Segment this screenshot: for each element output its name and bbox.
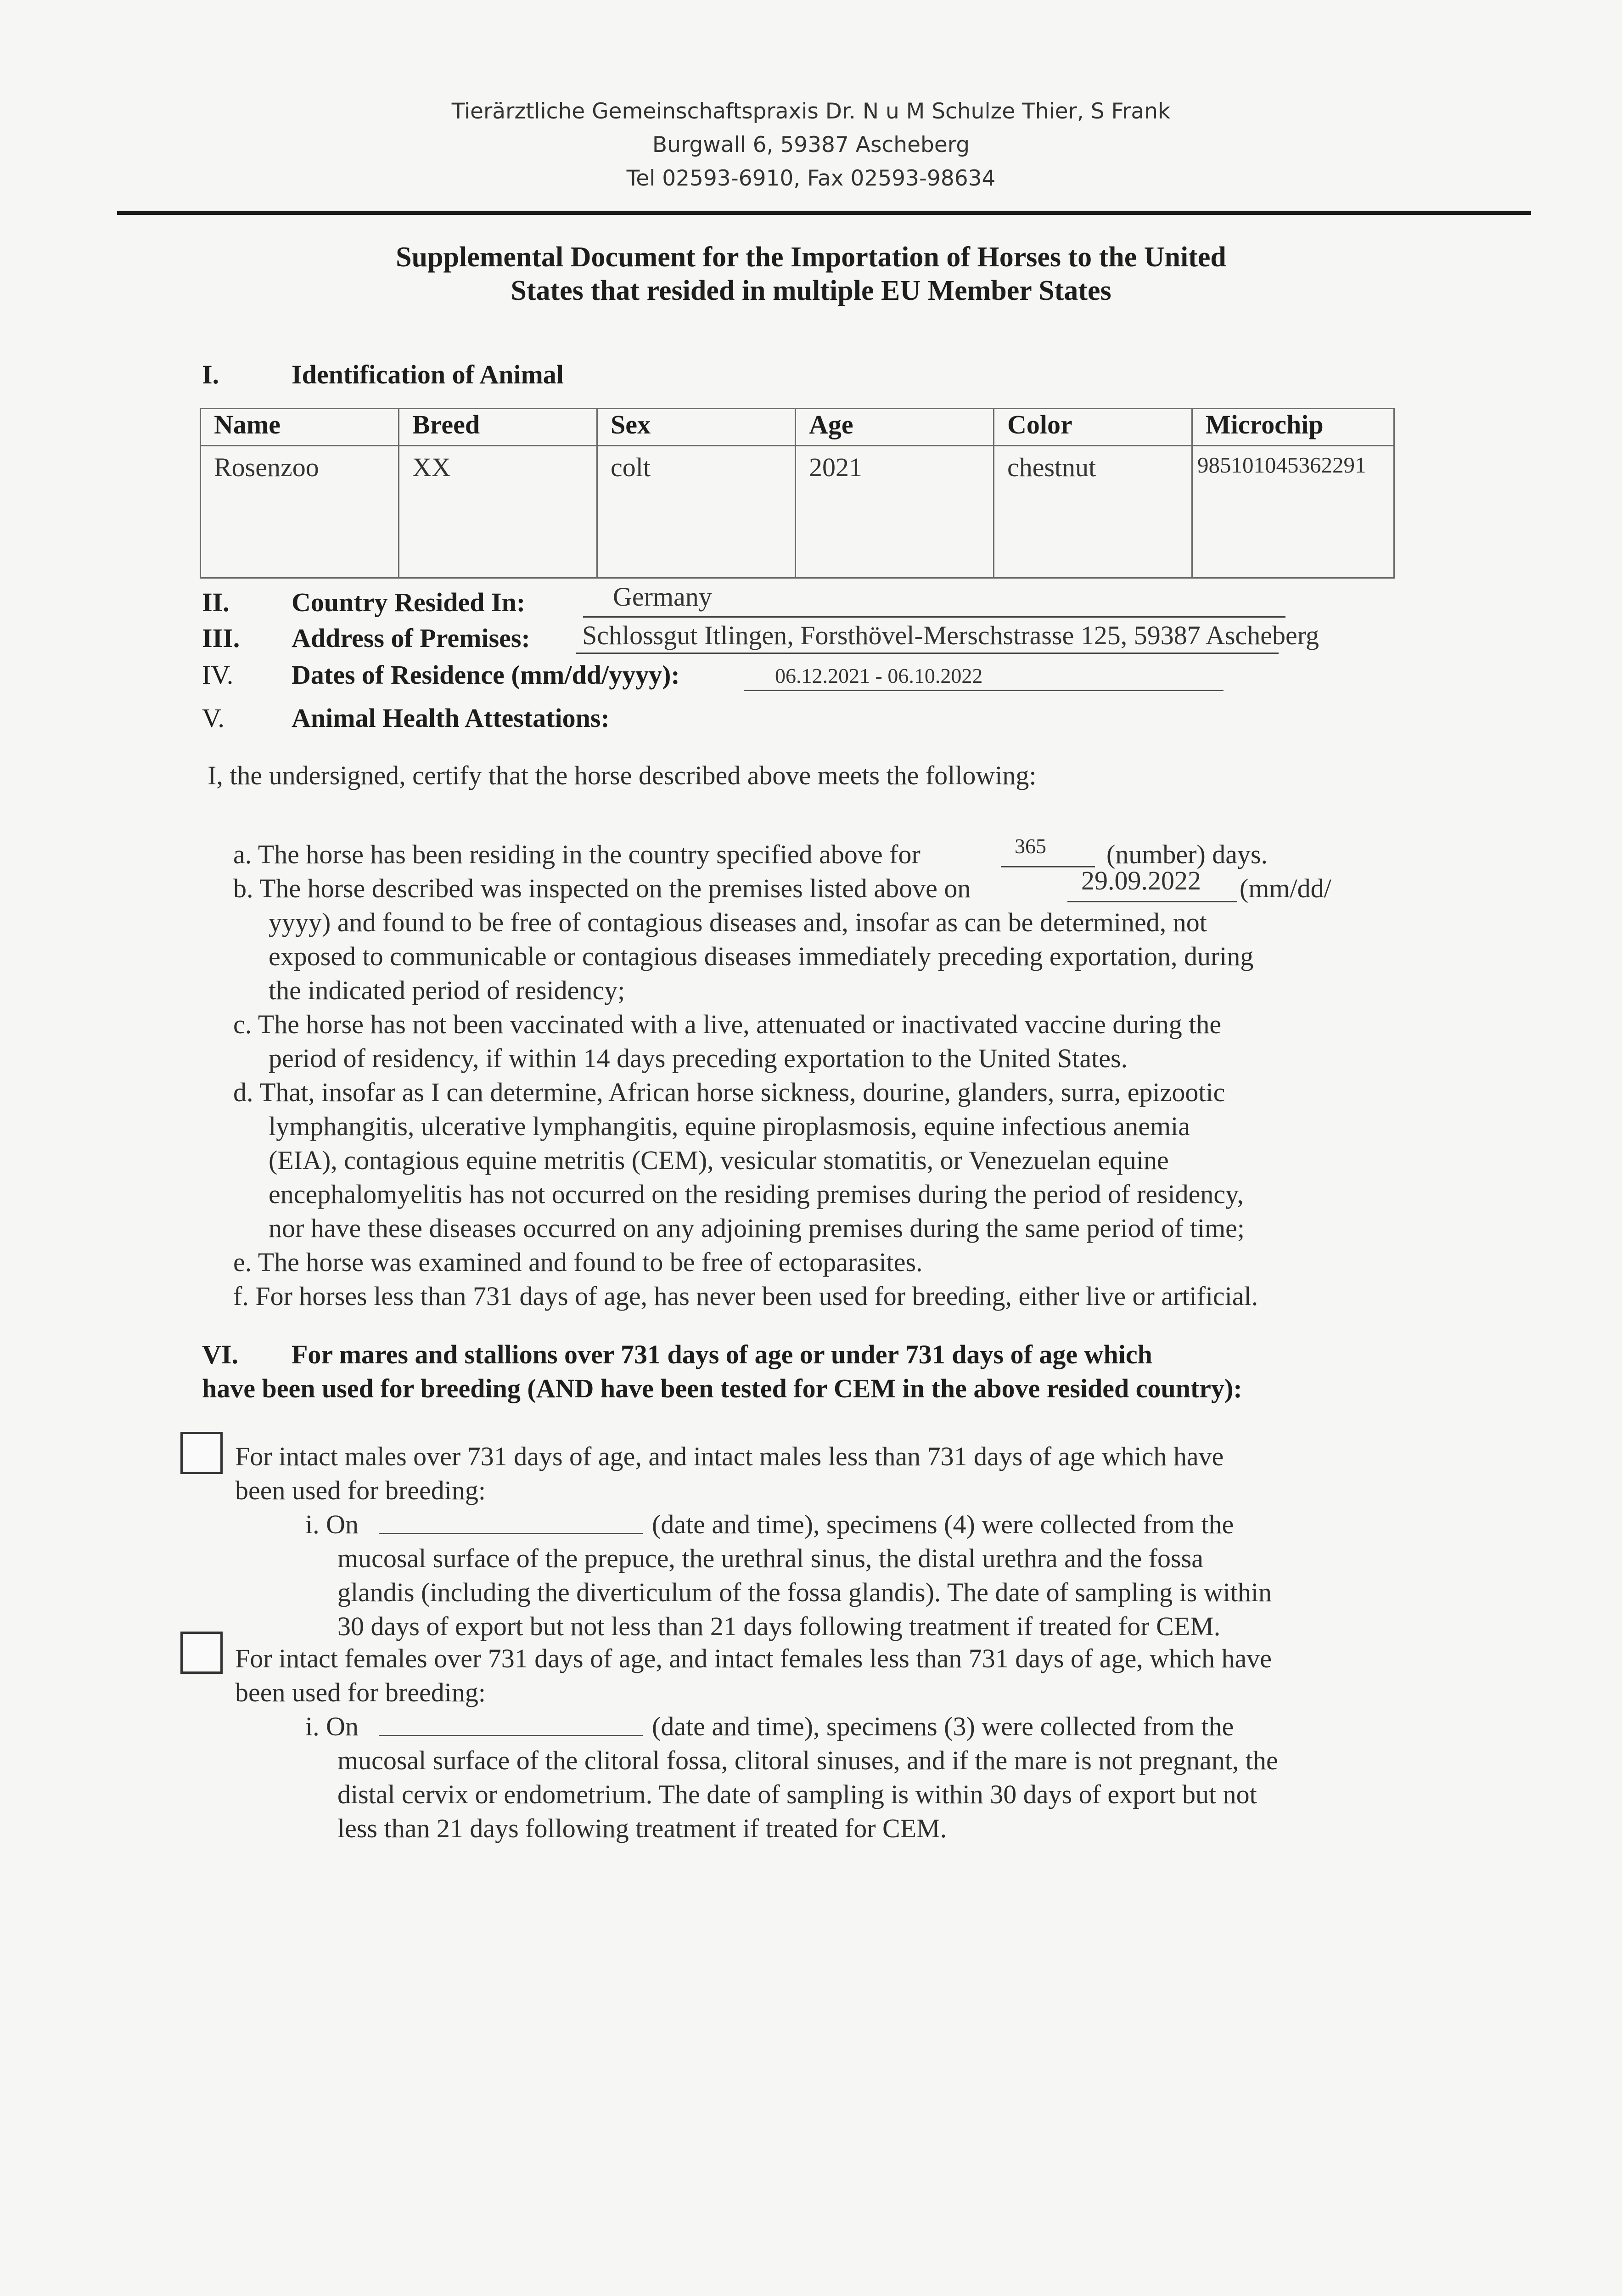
item-e-line1: e. The horse was examined and found to be free of ectoparasites. (233, 1247, 923, 1277)
dates-underline (744, 690, 1224, 691)
section-6-number: VI. (202, 1339, 238, 1369)
males-item-i-line2: mucosal surface of the prepuce, the urethral sinus, the distal urethra and the fossa (337, 1543, 1203, 1573)
item-b-suffix: (mm/dd/ (1240, 873, 1331, 903)
document-title-line2: States that resided in multiple EU Member States (511, 275, 1111, 306)
males-item-i-rest: (date and time), specimens (4) were collected from the (652, 1509, 1234, 1539)
section-5-label: Animal Health Attestations: (292, 703, 610, 733)
item-b-line3: exposed to communicable or contagious diseases immediately preceding exportation, during (269, 941, 1254, 971)
item-d-line2: lymphangitis, ulcerative lymphangitis, equine piroplasmosis, equine infectious anemia (269, 1111, 1190, 1141)
address-underline (576, 653, 1279, 654)
item-b-line2: yyyy) and found to be free of contagious diseases and, insofar as can be determined, not (269, 907, 1207, 937)
header-microchip: Microchip (1192, 409, 1394, 446)
item-a-suffix: (number) days. (1106, 839, 1268, 869)
section-5-number: V. (202, 703, 224, 733)
header-name: Name (201, 409, 399, 446)
section-3-number: III. (202, 623, 240, 653)
females-item-i-line3: distal cervix or endometrium. The date of sampling is within 30 days of export but not (337, 1779, 1257, 1809)
females-date-time-blank[interactable] (379, 1735, 643, 1736)
letterhead-address: Burgwall 6, 59387 Ascheberg (652, 132, 970, 158)
males-line2: been used for breeding: (235, 1475, 486, 1505)
males-date-time-blank[interactable] (379, 1533, 643, 1534)
cell-color: chestnut (994, 446, 1192, 578)
item-f-line1: f. For horses less than 731 days of age, has never been used for breeding, either live or artificial. (233, 1281, 1258, 1311)
country-underline (583, 616, 1285, 618)
attestation-intro: I, the undersigned, certify that the horse described above meets the following: (208, 760, 1037, 790)
females-item-i-rest: (date and time), specimens (3) were collected from the (652, 1711, 1234, 1741)
header-color: Color (994, 409, 1192, 446)
header-divider (117, 211, 1531, 215)
section-2-number: II. (202, 587, 230, 617)
intact-females-checkbox[interactable] (180, 1632, 223, 1674)
section-4-label: Dates of Residence (mm/dd/yyyy): (292, 660, 680, 690)
section-6-heading-line1: For mares and stallions over 731 days of age or under 731 days of age which (292, 1339, 1152, 1369)
section-3-label: Address of Premises: (292, 623, 530, 653)
section-1-label: Identification of Animal (292, 360, 564, 389)
females-line1: For intact females over 731 days of age, and intact females less than 731 days of age, which have (235, 1643, 1272, 1673)
cell-microchip: 985101045362291 (1192, 446, 1394, 578)
document-title-line1: Supplemental Document for the Importation of Horses to the United (396, 242, 1226, 273)
country-resided-value: Germany (613, 582, 712, 612)
dates-of-residence-value: 06.12.2021 - 06.10.2022 (775, 664, 983, 687)
item-a-prefix: a. The horse has been residing in the country specified above for (233, 839, 920, 869)
item-b-line4: the indicated period of residency; (269, 975, 625, 1005)
days-value: 365 (1015, 834, 1046, 858)
item-d-line4: encephalomyelitis has not occurred on the residing premises during the period of residency, (269, 1179, 1244, 1209)
males-item-i-line3: glandis (including the diverticulum of the fossa glandis). The date of sampling is within (337, 1577, 1272, 1607)
item-d-line1: d. That, insofar as I can determine, African horse sickness, dourine, glanders, surra, epizootic (233, 1077, 1225, 1107)
males-item-i-line4: 30 days of export but not less than 21 days following treatment if treated for CEM. (337, 1611, 1221, 1641)
header-sex: Sex (597, 409, 796, 446)
letterhead-phone-fax: Tel 02593-6910, Fax 02593-98634 (626, 166, 996, 191)
table-header-row (201, 409, 1394, 446)
cell-sex: colt (597, 446, 796, 578)
inspection-date-underline (1067, 901, 1237, 902)
item-c-line2: period of residency, if within 14 days preceding exportation to the United States. (269, 1043, 1128, 1073)
header-age: Age (796, 409, 994, 446)
section-4-number: IV. (202, 660, 234, 690)
males-line1: For intact males over 731 days of age, and intact males less than 731 days of age which have (235, 1441, 1224, 1471)
section-2-label: Country Resided In: (292, 587, 526, 617)
premises-address-value: Schlossgut Itlingen, Forsthövel-Merschstrasse 125, 59387 Ascheberg (582, 620, 1319, 650)
item-d-line3: (EIA), contagious equine metritis (CEM), vesicular stomatitis, or Venezuelan equine (269, 1145, 1169, 1175)
item-c-line1: c. The horse has not been vaccinated with a live, attenuated or inactivated vaccine during the (233, 1009, 1222, 1039)
females-item-i-line4: less than 21 days following treatment if treated for CEM. (337, 1813, 947, 1843)
cell-name: Rosenzoo (201, 446, 399, 578)
header-breed: Breed (399, 409, 597, 446)
females-line2: been used for breeding: (235, 1677, 486, 1707)
males-item-i-on: i. On (305, 1509, 359, 1539)
table-row (201, 446, 1394, 578)
cell-breed: XX (399, 446, 597, 578)
inspection-date-value: 29.09.2022 (1081, 866, 1201, 895)
item-b-prefix: b. The horse described was inspected on the premises listed above on (233, 873, 971, 903)
section-6-heading-line2: have been used for breeding (AND have been tested for CEM in the above resided country): (202, 1373, 1242, 1403)
animal-identification-table (200, 408, 1395, 579)
letterhead-practice-name: Tierärztliche Gemeinschaftspraxis Dr. N u M Schulze Thier, S Frank (451, 99, 1171, 124)
item-d-line5: nor have these diseases occurred on any adjoining premises during the same period of time; (269, 1213, 1245, 1243)
section-1-number: I. (202, 360, 219, 389)
cell-age: 2021 (796, 446, 994, 578)
intact-males-checkbox[interactable] (180, 1432, 223, 1474)
females-item-i-on: i. On (305, 1711, 359, 1741)
females-item-i-line2: mucosal surface of the clitoral fossa, clitoral sinuses, and if the mare is not pregnant, the (337, 1745, 1278, 1775)
